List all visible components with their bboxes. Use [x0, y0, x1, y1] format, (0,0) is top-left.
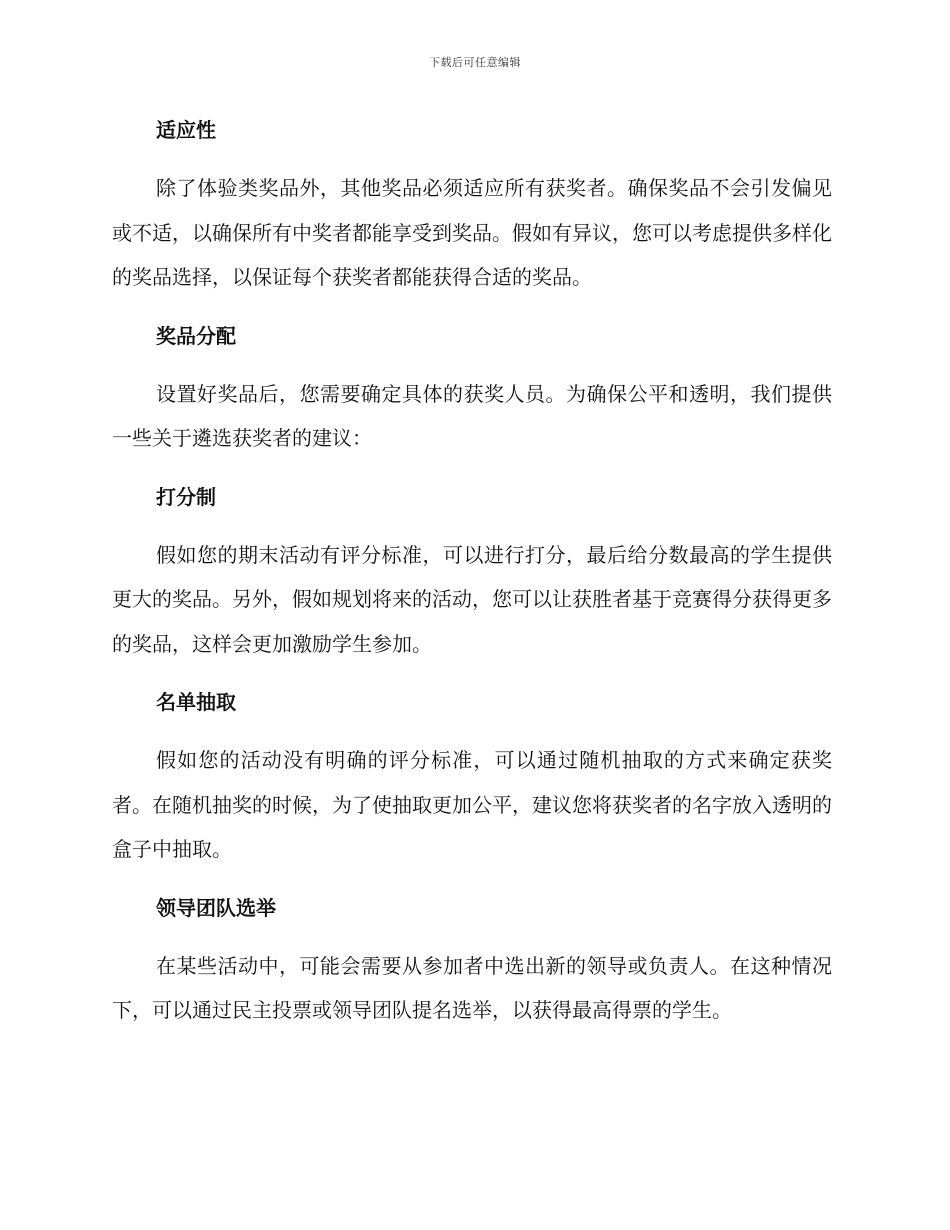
- section-paragraph-adaptability: 除了体验类奖品外，其他奖品必须适应所有获奖者。确保奖品不会引发偏见或不适，以确保所有中奖者都能享受到奖品。假如有异议，您可以考虑提供多样化的奖品选择，以保证每个获奖者都能获得合适的奖品。: [112, 176, 832, 289]
- section-paragraph-name-drawing: 假如您的活动没有明确的评分标准，可以通过随机抽取的方式来确定获奖者。在随机抽奖的时候，为了使抽取更加公平，建议您将获奖者的名字放入透明的盒子中抽取。: [112, 748, 832, 861]
- page-header: 下载后可任意编辑: [429, 56, 521, 69]
- section-heading-adaptability: 适应性: [156, 118, 216, 142]
- section-heading-leadership-election: 领导团队选举: [156, 895, 276, 920]
- section-paragraph-scoring: 假如您的期末活动有评分标准，可以进行打分，最后给分数最高的学生提供更大的奖品。另外，假如规划将来的活动，您可以让获胜者基于竞赛得分获得更多的奖品，这样会更加激励学生参加。: [112, 542, 832, 656]
- section-heading-scoring: 打分制: [156, 484, 216, 509]
- section-paragraph-prize-distribution: 设置好奖品后，您需要确定具体的获奖人员。为确保公平和透明，我们提供一些关于遴选获奖者的建议：: [112, 381, 832, 450]
- document-body: [112, 108, 832, 1047]
- section-heading-prize-distribution: 奖品分配: [156, 323, 236, 348]
- section-paragraph-leadership-election: 在某些活动中，可能会需要从参加者中选出新的领导或负责人。在这种情况下，可以通过民主投票或领导团队提名选举，以获得最高得票的学生。: [112, 953, 832, 1022]
- section-heading-name-drawing: 名单抽取: [156, 690, 236, 714]
